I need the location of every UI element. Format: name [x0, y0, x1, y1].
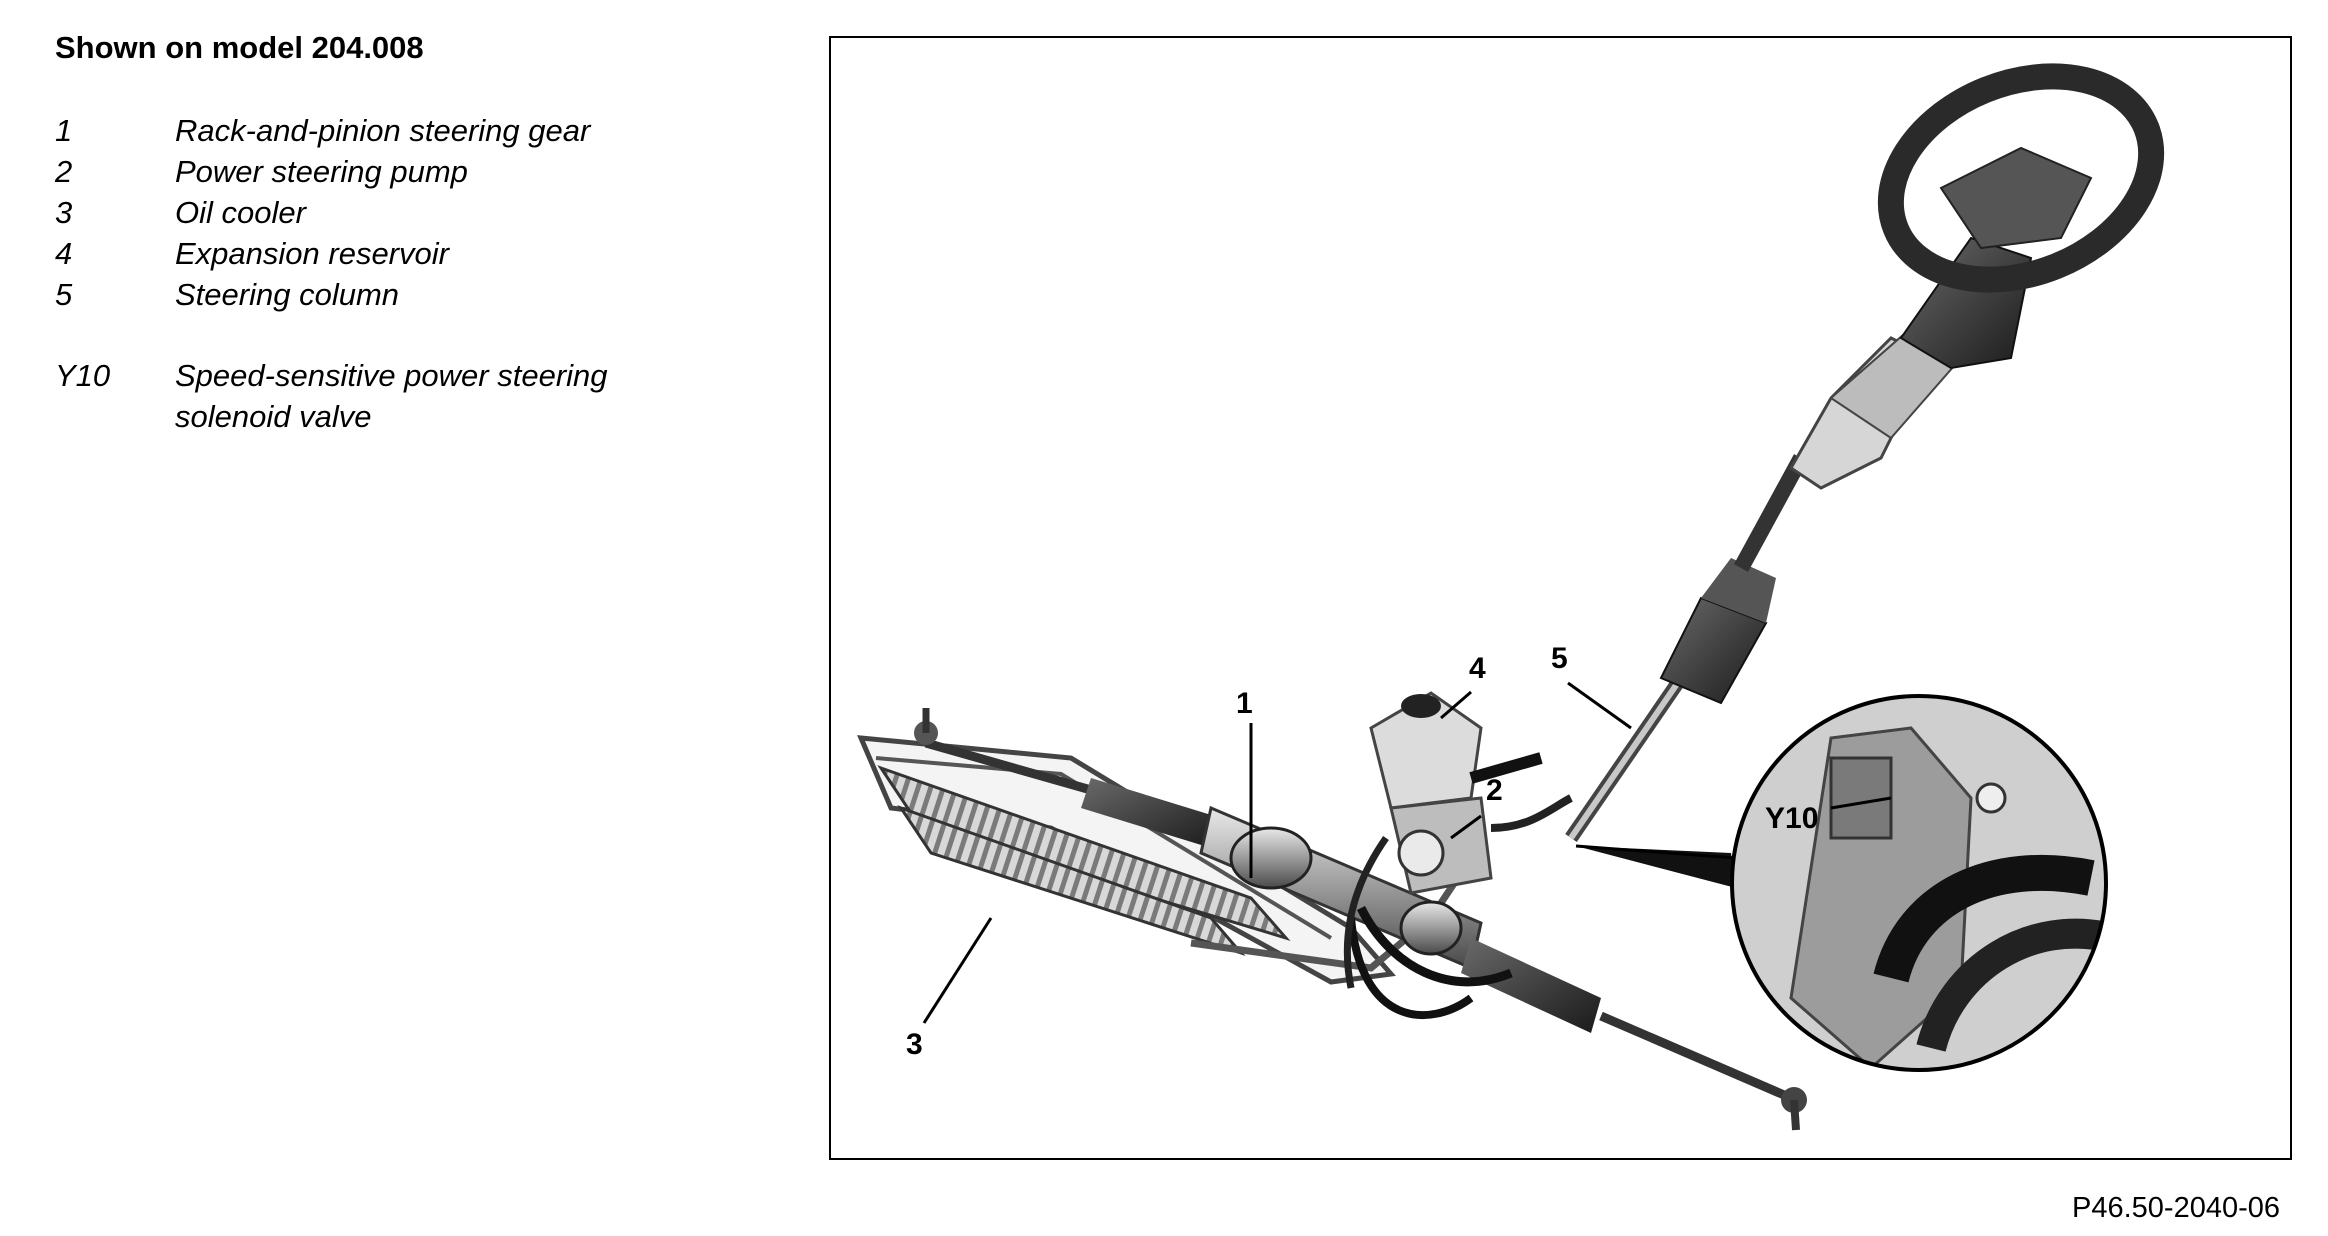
legend-item	[55, 110, 775, 151]
legend-key: 4	[55, 236, 73, 271]
oil-cooler	[861, 738, 1471, 982]
legend-key: 3	[55, 195, 73, 230]
legend-label-line1: Speed-sensitive power steering	[175, 358, 608, 393]
callout-4: 4	[1469, 652, 1486, 685]
legend-label: Rack-and-pinion steering gear	[175, 113, 591, 148]
legend-key: 5	[55, 277, 73, 312]
legend-key: Y10	[55, 358, 111, 393]
legend-item	[55, 233, 775, 274]
legend-key: 1	[55, 113, 73, 148]
callout-y10: Y10	[1765, 802, 1819, 835]
legend-label	[175, 355, 775, 437]
steering-system-illustration	[831, 38, 2292, 1160]
legend	[55, 110, 775, 437]
legend-label-line2: solenoid valve	[175, 399, 372, 434]
legend-spacer	[55, 315, 775, 355]
legend-label: Power steering pump	[175, 154, 468, 189]
legend-label: Oil cooler	[175, 195, 306, 230]
legend-item	[55, 274, 775, 315]
figure-id: P46.50-2040-06	[2072, 1192, 2280, 1224]
callout-5: 5	[1551, 642, 1568, 675]
legend-label: Expansion reservoir	[175, 236, 449, 271]
legend-label: Steering column	[175, 277, 400, 312]
callout-3: 3	[906, 1028, 923, 1061]
diagram-heading: Shown on model 204.008	[55, 30, 424, 65]
legend-item	[55, 192, 775, 233]
callout-2: 2	[1486, 774, 1503, 807]
legend-item	[55, 151, 775, 192]
y10-detail-inset	[1576, 688, 2111, 1070]
callout-1: 1	[1236, 687, 1253, 720]
legend-item-y10	[55, 355, 775, 437]
illustration-frame	[829, 36, 2292, 1160]
legend-key: 2	[55, 154, 73, 189]
